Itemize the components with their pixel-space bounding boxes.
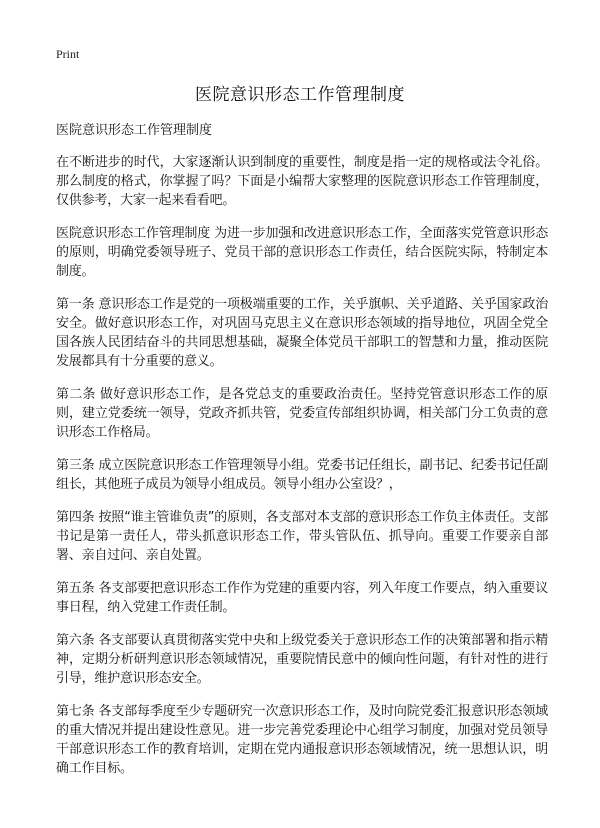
intro-paragraph: 在不断进步的时代，大家逐渐认识到制度的重要性，制度是指一定的规格或法令礼俗。那么制度的格式，你掌握了吗？下面是小编帮大家整理的医院意识形态工作管理制度，仅供参考，大家一起来看看吧。: [56, 155, 548, 208]
print-link[interactable]: Print: [56, 47, 80, 61]
article-4-paragraph: 第四条 按照“谁主管谁负责”的原则，各支部对本支部的意识形态工作负主体责任。支部书记是第一责任人，带头抓意识形态工作，带头管队伍、抓导向。重要工作要亲自部署、亲自过问、亲自处置。: [56, 510, 548, 563]
article-2-paragraph: 第二条 做好意识形态工作，是各党总支的重要政治责任。坚持党管意识形态工作的原则，建立党委统一领导，党政齐抓共管，党委宣传部组织协调，相关部门分工负责的意识形态工作格局。: [56, 387, 548, 440]
document-subtitle: 医院意识形态工作管理制度: [56, 123, 213, 138]
document-title: 医院意识形态工作管理制度: [195, 85, 405, 105]
article-3-paragraph: 第三条 成立医院意识形态工作管理领导小组。党委书记任组长，副书记、纪委书记任副组长，其他班子成员为领导小组成员。领导小组办公室设？，: [56, 458, 548, 492]
document-body: [56, 121, 548, 792]
article-5-paragraph: 第五条 各支部要把意识形态工作作为党建的重要内容，列入年度工作要点，纳入重要议事日程，纳入党建工作责任制。: [56, 581, 548, 615]
article-1-paragraph: 第一条 意识形态工作是党的一项极端重要的工作，关乎旗帜、关乎道路、关乎国家政治安全。做好意识形态工作，对巩固马克思主义在意识形态领域的指导地位，巩固全党全国各族人民团结奋斗的共同思想基础，凝聚全体党员干部职工的智慧和力量，推动医院发展都具有十分重要的意义。: [56, 297, 548, 369]
article-6-paragraph: 第六条 各支部要认真贯彻落实党中央和上级党委关于意识形态工作的决策部署和指示精神，定期分析研判意识形态领域情况，重要院情民意中的倾向性问题，有针对性的进行引导，维护意识形态安全。: [56, 633, 548, 686]
purpose-paragraph: 医院意识形态工作管理制度 为进一步加强和改进意识形态工作，全面落实党管意识形态的原则，明确党委领导班子、党员干部的意识形态工作责任，结合医院实际，特制定本制度。: [56, 226, 548, 279]
article-7-paragraph: 第七条 各支部每季度至少专题研究一次意识形态工作，及时向院党委汇报意识形态领域的重大情况并提出建设性意见。进一步完善党委理论中心组学习制度，加强对党员领导干部意识形态工作的教育培训，定期在党内通报意识形态领域情况，统一思想认识，明确工作目标。: [56, 704, 548, 776]
